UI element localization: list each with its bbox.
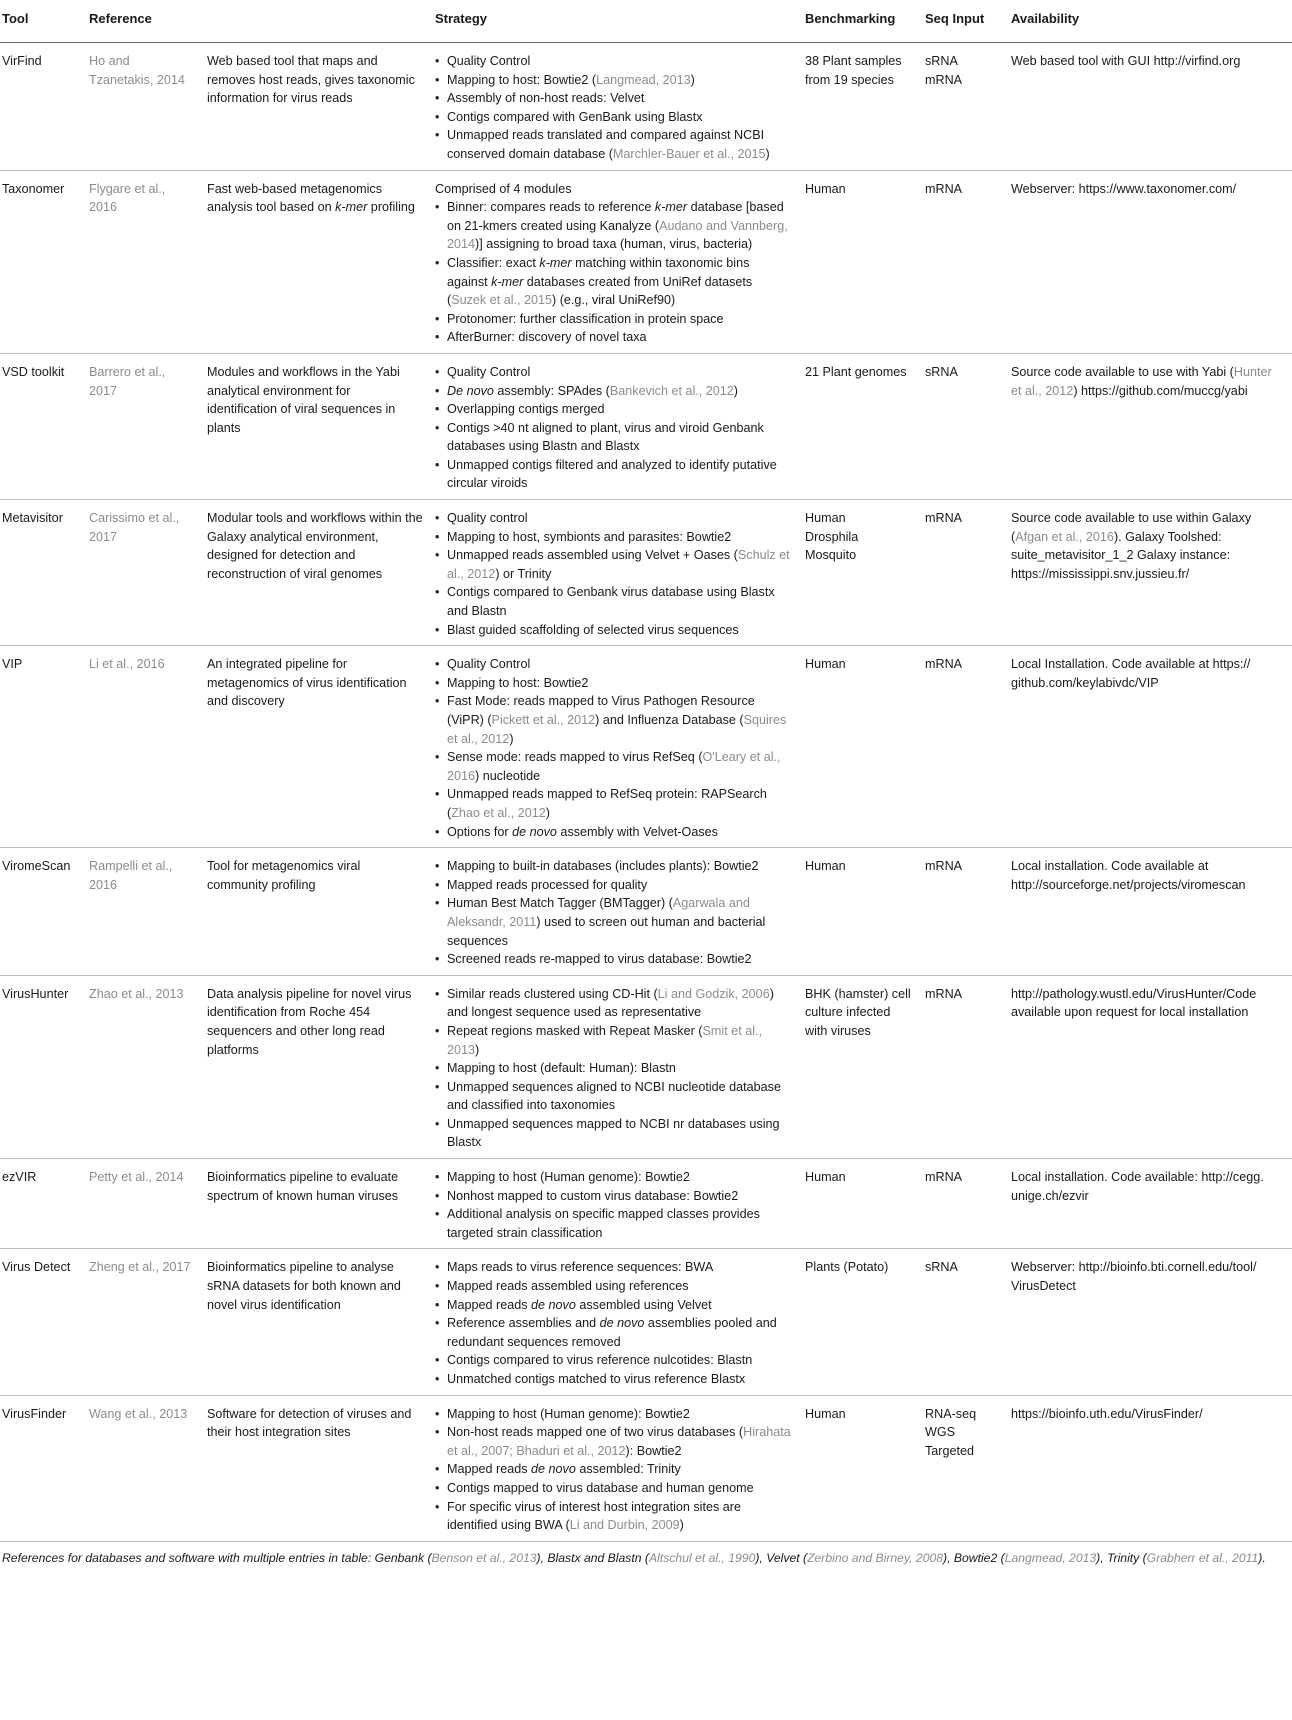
cell-availability: Web based tool with GUI http://virfind.org [1009,43,1292,171]
strategy-item [447,198,793,254]
header-seq-input: Seq Input [923,2,1009,43]
cell-seq-input [923,1395,1009,1541]
text-fragment: Reference assemblies and [447,1316,600,1331]
cell-benchmarking [803,1159,923,1249]
benchmark-line: Human [805,1170,846,1185]
citation: Hirahata et al., 2007; Bhaduri et al., 2012 [447,1425,791,1458]
cell-availability: Local installation. Code available at http://sourceforge.net/projects/viromescan [1009,848,1292,976]
text-fragment: ) [475,1042,480,1057]
strategy-item [447,950,793,969]
text-fragment: Unmapped reads assembled using Velvet + Oases ( [447,548,738,563]
strategy-list [435,1168,793,1242]
strategy-item [447,509,793,528]
italic-term: de novo [599,1316,645,1331]
text-fragment: assembled using Velvet [575,1297,712,1312]
text-fragment: ) or Trinity [495,566,552,581]
strategy-item [447,985,793,1022]
text-fragment: ) and longest sequence used as representative [447,986,774,1020]
citation: Benson et al., 2013 [431,1550,537,1565]
cell-description: Modules and workflows in the Yabi analytical environment for identification of viral sequences in plants [205,353,433,499]
cell-description: Software for detection of viruses and their host integration sites [205,1395,433,1541]
cell-reference: Petty et al., 2014 [87,1159,205,1249]
italic-term: de novo [512,824,557,839]
cell-tool: VIP [0,646,87,848]
strategy-item [447,894,793,950]
cell-benchmarking [803,848,923,976]
strategy-item [447,1479,793,1498]
strategy-item [447,456,793,493]
table-row [0,500,1292,646]
table-row [0,43,1292,171]
text-fragment: ), Trinity ( [1096,1550,1147,1565]
strategy-item [447,71,793,90]
cell-tool: ViromeScan [0,848,87,976]
cell-description: An integrated pipeline for metagenomics of virus identification and discovery [205,646,433,848]
text-fragment: Additional analysis on specific mapped classes provides targeted strain classification [447,1207,760,1240]
strategy-item [447,674,793,693]
cell-tool: VirFind [0,43,87,171]
cell-benchmarking [803,170,923,353]
cell-tool: VirusHunter [0,975,87,1158]
cell-strategy [433,848,803,976]
table-row [0,975,1292,1158]
cell-seq-input [923,1249,1009,1395]
benchmark-line: Human [805,657,846,672]
strategy-item [447,1187,793,1206]
cell-benchmarking [803,975,923,1158]
seq-input-line: sRNA [925,54,958,68]
benchmark-line: Human [805,181,846,196]
cell-seq-input [923,500,1009,646]
strategy-item [447,876,793,895]
seq-input-line: RNA-seq [925,1406,977,1421]
benchmark-line: Human [805,859,846,874]
text-fragment: Maps reads to virus reference sequences: BWA [447,1260,714,1275]
benchmark-line: Human [805,1406,846,1421]
strategy-item [447,363,793,382]
cell-reference: Zhao et al., 2013 [87,975,205,1158]
text-fragment: Mapping to host (default: Human): Blastn [447,1061,676,1076]
seq-input-line: sRNA [925,364,958,379]
strategy-item [447,621,793,640]
cell-benchmarking [803,1249,923,1395]
strategy-list [435,363,793,493]
cell-seq-input [923,353,1009,499]
cell-benchmarking [803,646,923,848]
text-fragment: )] assigning to broad taxa (human, virus, bacteria) [475,237,753,252]
cell-reference: Carissimo et al., 2017 [87,500,205,646]
cell-description: Data analysis pipeline for novel virus identification from Roche 454 sequencers and other long read platforms [205,975,433,1158]
seq-input-line: Targeted [925,1443,975,1458]
cell-tool: Virus Detect [0,1249,87,1395]
text-fragment: Quality Control [447,54,531,68]
table-row [0,1159,1292,1249]
cell-description: Fast web-based metagenomics analysis tool based on k-mer profiling [205,170,433,353]
benchmark-line: 38 Plant samples from 19 species [805,54,902,87]
cell-seq-input [923,975,1009,1158]
strategy-list [435,655,793,841]
text-fragment: Mapping to host: Bowtie2 ( [447,72,597,87]
cell-benchmarking [803,1395,923,1541]
cell-strategy [433,1249,803,1395]
strategy-item [447,655,793,674]
seq-input-line: sRNA [925,1260,958,1275]
text-fragment: ) [765,146,770,161]
seq-input-line: mRNA [925,859,963,874]
text-fragment: ) [509,731,514,746]
strategy-item [447,1205,793,1242]
strategy-item [447,126,793,163]
cell-tool: VSD toolkit [0,353,87,499]
strategy-list [435,198,793,347]
cell-benchmarking [803,500,923,646]
cell-strategy [433,170,803,353]
cell-strategy [433,975,803,1158]
table-row [0,848,1292,976]
cell-seq-input [923,43,1009,171]
citation: Grabherr et al., 2011 [1146,1550,1259,1565]
cell-strategy [433,646,803,848]
strategy-list [435,1258,793,1388]
strategy-intro: Comprised of 4 modules [435,181,572,196]
citation: Bankevich et al., 2012 [609,383,734,398]
citation: Schulz et al., 2012 [447,548,790,581]
strategy-item [447,310,793,329]
cell-reference: Li et al., 2016 [87,646,205,848]
text-fragment: Mapped reads [447,1462,532,1477]
text-fragment: assembly: SPAdes ( [493,383,610,398]
text-fragment: Nonhost mapped to custom virus database: Bowtie2 [447,1188,739,1203]
benchmark-line: Human [805,511,846,526]
text-fragment: Binner: compares reads to reference [447,200,655,215]
text-fragment: assembled: Trinity [575,1462,681,1477]
text-fragment: Contigs mapped to virus database and human genome [447,1480,754,1495]
text-fragment: ), Velvet ( [755,1550,808,1565]
cell-reference: Barrero et al., 2017 [87,353,205,499]
text-fragment: Fast Mode: reads mapped to Virus Pathogen Resource (ViPR) ( [447,694,755,727]
citation: Audano and Vannberg, 2014 [447,218,788,252]
table-body [0,43,1292,1542]
text-fragment: Mapped reads processed for quality [447,877,648,892]
strategy-item [447,89,793,108]
citation: Smit et al., 2013 [447,1023,762,1057]
text-fragment: databases created from UniRef datasets ( [447,274,753,308]
text-fragment: Contigs >40 nt aligned to plant, virus and viroid Genbank databases using Blastn and Blastx [447,420,764,454]
strategy-item [447,823,793,842]
text-fragment: ) [545,805,550,820]
strategy-item [447,1115,793,1152]
citation: Suzek et al., 2015 [451,293,553,308]
citation: Agarwala and Aleksandr, 2011 [447,896,750,929]
benchmark-line: Drosphila [805,529,859,544]
strategy-item [447,1022,793,1059]
text-fragment: Quality Control [447,364,531,379]
strategy-item [447,546,793,583]
text-fragment: Mapped reads [447,1297,532,1312]
cell-strategy [433,500,803,646]
cell-reference: Ho and Tzanetakis, 2014 [87,43,205,171]
table-row [0,646,1292,848]
italic-term: k-mer [654,200,688,215]
cell-availability: Webserver: http://bioinfo.bti.cornell.edu/tool/ VirusDetect [1009,1249,1292,1395]
cell-availability: Source code available to use with Yabi (Hunter et al., 2012) https://github.com/muccg/yabi [1009,353,1292,499]
text-fragment: Mapping to built-in databases (includes plants): Bowtie2 [447,859,759,874]
text-fragment: Unmapped reads translated and compared against NCBI conserved domain database ( [447,128,765,161]
strategy-item [447,1460,793,1479]
cell-availability: Webserver: https://www.taxonomer.com/ [1009,170,1292,353]
text-fragment: Sense mode: reads mapped to virus RefSeq ( [447,750,703,765]
text-fragment: References for databases and software with multiple entries in table: Genbank ( [2,1550,432,1565]
strategy-item [447,1296,793,1315]
text-fragment: Contigs compared to virus reference nulcotides: Blastn [447,1353,753,1368]
table-header [0,2,1292,43]
cell-tool: Taxonomer [0,170,87,353]
citation: Squires et al., 2012 [447,713,787,746]
virus-tools-table [0,2,1292,1542]
text-fragment: database [based on 21-kmers created using Kanalyze ( [447,200,784,233]
text-fragment: Repeat regions masked with Repeat Masker ( [447,1023,703,1038]
strategy-item [447,400,793,419]
cell-benchmarking [803,353,923,499]
cell-tool: Metavisitor [0,500,87,646]
text-fragment: ) and Influenza Database ( [595,713,744,727]
citation: Li and Godzik, 2006 [657,986,770,1001]
strategy-item [447,52,793,71]
cell-description: Modular tools and workflows within the Galaxy analytical environment, designed for detection and reconstruction of viral genomes [205,500,433,646]
text-fragment: ), Blastx and Blastn ( [536,1550,649,1565]
benchmark-line: 21 Plant genomes [805,364,907,379]
cell-strategy [433,1159,803,1249]
italic-term: k-mer [539,255,572,270]
text-fragment: ) [679,1518,684,1533]
header-reference: Reference [87,2,205,43]
strategy-list [435,52,793,164]
strategy-item [447,785,793,822]
cell-description: Web based tool that maps and removes host reads, gives taxonomic information for virus reads [205,43,433,171]
text-fragment: Screened reads re-mapped to virus database: Bowtie2 [447,952,752,967]
text-fragment: Blast guided scaffolding of selected virus sequences [447,622,739,637]
strategy-list [435,985,793,1152]
cell-reference: Wang et al., 2013 [87,1395,205,1541]
strategy-item [447,1258,793,1277]
citation: Li and Durbin, 2009 [569,1518,680,1533]
seq-input-line: mRNA [925,72,963,87]
citation: Pickett et al., 2012 [491,713,596,727]
cell-seq-input [923,170,1009,353]
text-fragment: ) [733,383,738,398]
text-fragment: ): Bowtie2 [625,1443,682,1458]
header-description [205,2,433,43]
header-row [0,2,1292,43]
table-row [0,170,1292,353]
strategy-item [447,1351,793,1370]
strategy-item [447,1314,793,1351]
text-fragment: For specific virus of interest host integration sites are identified using BWA ( [447,1499,741,1533]
text-fragment: Mapped reads assembled using references [447,1279,689,1294]
cell-availability: https://bioinfo.uth.edu/VirusFinder/ [1009,1395,1292,1541]
text-fragment: Classifier: exact [447,255,540,270]
cell-reference: Rampelli et al., 2016 [87,848,205,976]
text-fragment: Quality Control [447,657,531,672]
cell-availability: Source code available to use within Galaxy (Afgan et al., 2016). Galaxy Toolshed: suite_metavisitor_1_2 Galaxy instance: https://mississippi.snv.jussieu.fr/ [1009,500,1292,646]
text-fragment: ) nucleotide [475,768,541,783]
strategy-item [447,419,793,456]
citation: Altschul et al., 1990 [649,1550,756,1565]
text-fragment: ). [1258,1550,1266,1565]
strategy-item [447,382,793,401]
cell-description: Bioinformatics pipeline to evaluate spectrum of known human viruses [205,1159,433,1249]
text-fragment: assemblies pooled and redundant sequences removed [447,1316,777,1349]
header-benchmarking: Benchmarking [803,2,923,43]
strategy-item [447,1078,793,1115]
strategy-item [447,857,793,876]
cell-availability: Local installation. Code available: http://cegg. unige.ch/ezvir [1009,1159,1292,1249]
text-fragment: Unmapped sequences aligned to NCBI nucleotide database and classified into taxonomies [447,1079,781,1113]
text-fragment: Non-host reads mapped one of two virus databases ( [447,1425,744,1440]
strategy-list [435,857,793,969]
cell-seq-input [923,848,1009,976]
text-fragment: Mapping to host (Human genome): Bowtie2 [447,1406,690,1421]
strategy-item [447,1423,793,1460]
text-fragment: Contigs compared to Genbank virus database using Blastx and Blastn [447,585,775,619]
benchmark-line: Plants (Potato) [805,1260,889,1275]
citation: Marchler-Bauer et al., 2015 [612,146,766,161]
text-fragment: Unmapped sequences mapped to NCBI nr databases using Blastx [447,1116,780,1150]
cell-description: Bioinformatics pipeline to analyse sRNA datasets for both known and novel virus identification [205,1249,433,1395]
text-fragment: ), Bowtie2 ( [943,1550,1005,1565]
strategy-list [435,1405,793,1535]
text-fragment: ) [690,72,695,87]
text-fragment: Mapping to host (Human genome): Bowtie2 [447,1170,690,1185]
strategy-item [447,748,793,785]
strategy-item [447,328,793,347]
header-tool: Tool [0,2,87,43]
strategy-item [447,692,793,748]
strategy-item [447,528,793,547]
cell-reference: Flygare et al., 2016 [87,170,205,353]
benchmark-line: Mosquito [805,548,857,563]
text-fragment: Similar reads clustered using CD-Hit ( [447,986,658,1001]
text-fragment: Unmapped contigs filtered and analyzed to identify putative circular viroids [447,457,777,491]
strategy-item [447,1168,793,1187]
citation: O'Leary et al., 2016 [447,750,781,783]
table-row [0,1249,1292,1395]
text-fragment: Quality control [447,511,528,526]
cell-strategy [433,353,803,499]
strategy-item [447,1405,793,1424]
strategy-item [447,108,793,127]
seq-input-line: mRNA [925,657,963,672]
citation: Zerbino and Birney, 2008 [807,1550,944,1565]
cell-strategy [433,1395,803,1541]
text-fragment: Mapping to host, symbionts and parasites: Bowtie2 [447,529,732,544]
citation: Zhao et al., 2012 [451,805,546,820]
italic-term: De novo [447,383,494,398]
strategy-item [447,1498,793,1535]
cell-strategy [433,43,803,171]
text-fragment: Protonomer: further classification in protein space [447,311,724,326]
text-fragment: ) used to screen out human and bacterial sequences [447,914,766,948]
cell-description: Tool for metagenomics viral community profiling [205,848,433,976]
strategy-item [447,583,793,620]
cell-seq-input [923,646,1009,848]
italic-term: de novo [531,1462,576,1477]
table-footnote [0,1542,1292,1568]
cell-availability: Local Installation. Code available at https:// github.com/keylabivdc/VIP [1009,646,1292,848]
cell-seq-input [923,1159,1009,1249]
text-fragment: Human Best Match Tagger (BMTagger) ( [447,896,673,911]
text-fragment: ) (e.g., viral UniRef90) [552,293,676,308]
italic-term: de novo [531,1297,576,1312]
strategy-item [447,1277,793,1296]
text-fragment: Unmapped reads mapped to RefSeq protein: RAPSearch ( [447,787,767,820]
strategy-list [435,509,793,639]
seq-input-line: mRNA [925,181,963,196]
strategy-item [447,254,793,310]
text-fragment: AfterBurner: discovery of novel taxa [447,330,647,345]
strategy-item [447,1370,793,1389]
seq-input-line: WGS [925,1425,956,1440]
text-fragment: Options for [447,824,513,839]
cell-tool: VirusFinder [0,1395,87,1541]
table-row [0,353,1292,499]
table-row [0,1395,1292,1541]
text-fragment: Contigs compared with GenBank using Blastx [447,109,703,124]
text-fragment: matching within taxonomic bins against [447,255,750,289]
italic-term: k-mer [491,274,524,289]
cell-availability: http://pathology.wustl.edu/VirusHunter/Code available upon request for local installation [1009,975,1292,1158]
cell-reference: Zheng et al., 2017 [87,1249,205,1395]
benchmark-line: BHK (hamster) cell culture infected with viruses [805,986,911,1038]
header-strategy: Strategy [433,2,803,43]
citation: Langmead, 2013 [1004,1550,1097,1565]
seq-input-line: mRNA [925,1170,963,1185]
cell-benchmarking [803,43,923,171]
text-fragment: Overlapping contigs merged [447,402,605,417]
text-fragment: Mapping to host: Bowtie2 [447,675,589,690]
citation: Langmead, 2013 [596,72,691,87]
strategy-item [447,1059,793,1078]
text-fragment: Unmatched contigs matched to virus reference Blastx [447,1372,746,1386]
seq-input-line: mRNA [925,986,963,1001]
text-fragment: assembly with Velvet-Oases [556,824,718,839]
seq-input-line: mRNA [925,511,963,526]
header-availability: Availability [1009,2,1292,43]
text-fragment: Assembly of non-host reads: Velvet [447,91,645,106]
cell-tool: ezVIR [0,1159,87,1249]
